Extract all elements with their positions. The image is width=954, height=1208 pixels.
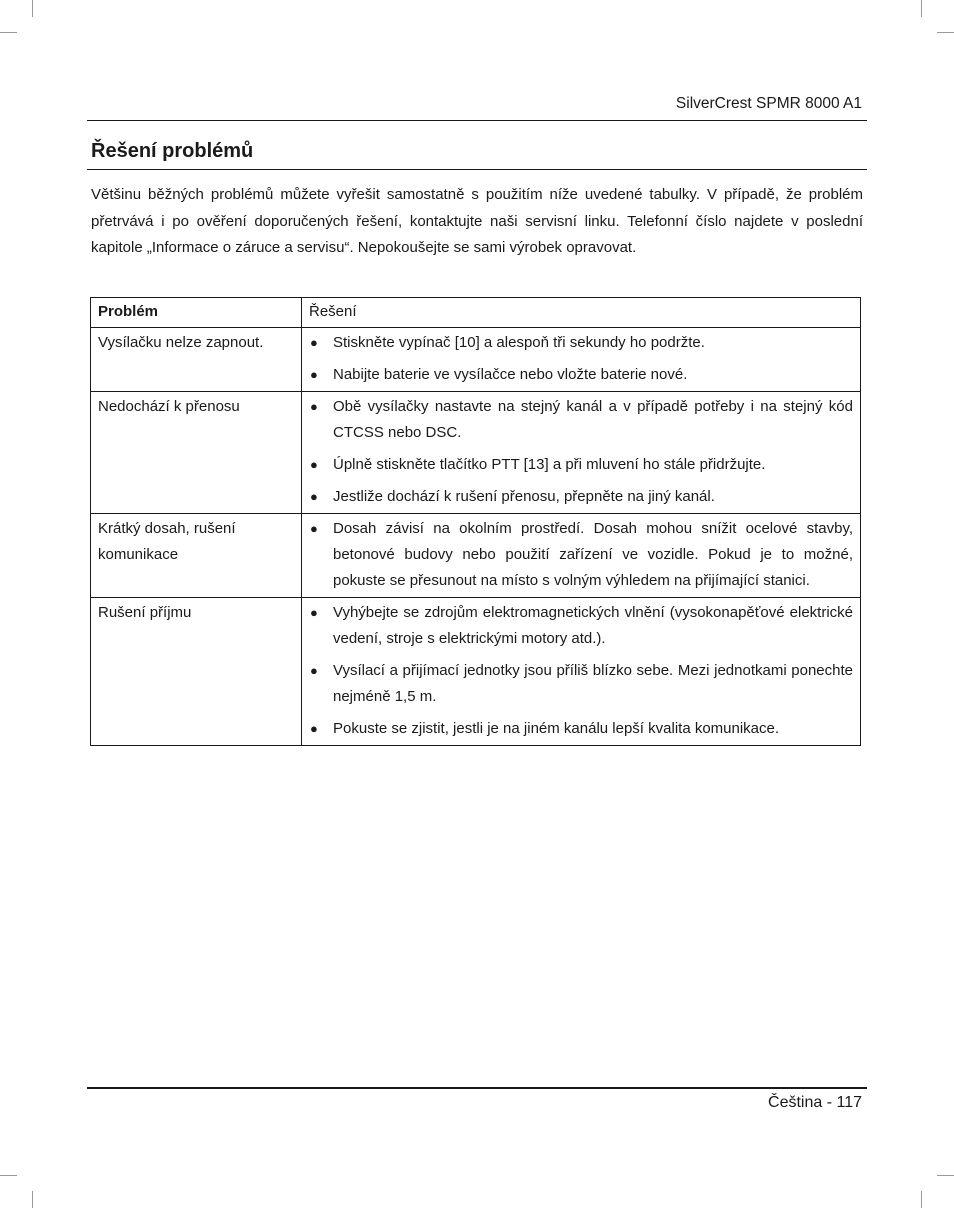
crop-mark	[921, 0, 922, 17]
intro-paragraph: Většinu běžných problémů můžete vyřešit samostatně s použitím níže uvedené tabulky. V případě, že problém přetrvává i po ověření doporučených řešení, kontaktujte naši servisní linku. Telefonní číslo najdete v poslední kapitole „Informace o záruce a servisu“. Nepokoušejte se sami výrobek opravovat.	[91, 186, 863, 256]
running-header: SilverCrest SPMR 8000 A1	[675, 95, 862, 112]
solution-text: Vyhýbejte se zdrojům elektromagnetických vlnění (vysokonapěťové elektrické vedení, stroje s elektrickými motory atd.).	[333, 604, 853, 647]
header-problem: Problém	[91, 298, 302, 328]
solution-text: Jestliže dochází k rušení přenosu, přepněte na jiný kanál.	[333, 488, 715, 505]
bullet-icon: ●	[310, 335, 318, 350]
bullet-icon: ●	[310, 489, 318, 504]
solution-item	[309, 362, 853, 388]
solution-cell	[302, 328, 861, 392]
title-rule	[87, 169, 867, 170]
crop-mark	[937, 32, 954, 33]
solution-list	[309, 516, 853, 594]
bullet-icon: ●	[310, 457, 318, 472]
solution-text: Pokuste se zjistit, jestli je na jiném kanálu lepší kvalita komunikace.	[333, 720, 780, 737]
bullet-icon: ●	[310, 605, 318, 620]
crop-mark	[0, 1175, 17, 1176]
crop-mark	[0, 32, 17, 33]
bullet-icon: ●	[310, 663, 318, 678]
solution-list	[309, 330, 853, 388]
problem-cell: Krátký dosah, rušení komunikace	[91, 514, 302, 598]
solution-cell	[302, 514, 861, 598]
problem-cell: Nedochází k přenosu	[91, 392, 302, 514]
solution-text: Obě vysílačky nastavte na stejný kanál a v případě potřeby i na stejný kód CTCSS nebo DSC.	[333, 398, 853, 441]
solution-item	[309, 600, 853, 652]
solution-cell	[302, 598, 861, 746]
solution-list	[309, 600, 853, 742]
bullet-icon: ●	[310, 521, 318, 536]
solution-text: Úplně stiskněte tlačítko PTT [13] a při mluvení ho stále přidržujte.	[333, 456, 766, 473]
crop-mark	[921, 1191, 922, 1208]
solution-cell	[302, 392, 861, 514]
solution-item	[309, 394, 853, 446]
table-row	[91, 514, 861, 598]
table-row	[91, 392, 861, 514]
solution-item	[309, 452, 853, 478]
solution-text: Vysílací a přijímací jednotky jsou příliš blízko sebe. Mezi jednotkami ponechte nejméně 1,5 m.	[333, 662, 853, 705]
solution-item	[309, 716, 853, 742]
solution-item	[309, 516, 853, 594]
solution-item	[309, 330, 853, 356]
solution-item	[309, 484, 853, 510]
bullet-icon: ●	[310, 367, 318, 382]
page-number: Čeština - 117	[768, 1094, 862, 1111]
solution-text: Nabijte baterie ve vysílačce nebo vložte baterie nové.	[333, 366, 688, 383]
solution-list	[309, 394, 853, 510]
section-title: Řešení problémů	[91, 140, 254, 162]
bullet-icon: ●	[310, 399, 318, 414]
table-header-row	[91, 298, 861, 328]
problem-cell: Rušení příjmu	[91, 598, 302, 746]
header-rule	[87, 120, 867, 121]
solution-item	[309, 658, 853, 710]
crop-mark	[32, 0, 33, 17]
troubleshooting-table	[90, 297, 861, 746]
solution-text: Dosah závisí na okolním prostředí. Dosah mohou snížit ocelové stavby, betonové budovy nebo použití zařízení ve vozidle. Pokud je to možné, pokuste se přesunout na místo s volným výhledem na přijímající stanici.	[333, 520, 853, 589]
footer-rule	[87, 1087, 867, 1089]
crop-mark	[937, 1175, 954, 1176]
header-solution: Řešení	[302, 298, 861, 328]
bullet-icon: ●	[310, 721, 318, 736]
table-row	[91, 598, 861, 746]
crop-mark	[32, 1191, 33, 1208]
problem-cell: Vysílačku nelze zapnout.	[91, 328, 302, 392]
table-row	[91, 328, 861, 392]
solution-text: Stiskněte vypínač [10] a alespoň tři sekundy ho podržte.	[333, 334, 705, 351]
